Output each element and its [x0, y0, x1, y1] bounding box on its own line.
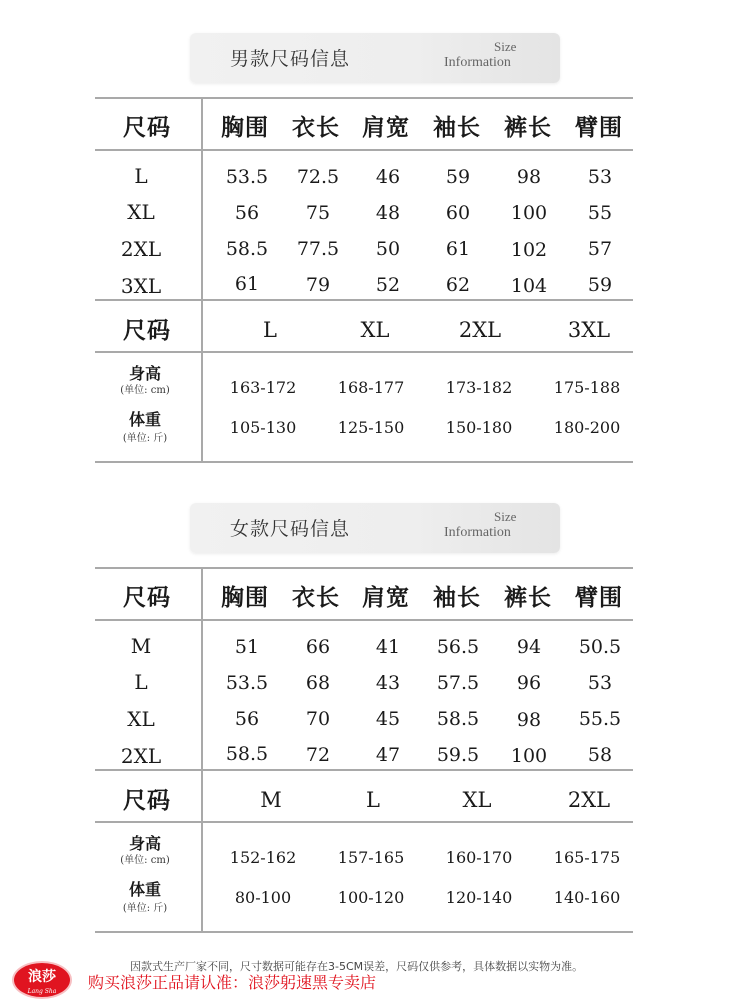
fit-size: M: [260, 788, 282, 812]
table-cell: 75: [305, 202, 331, 224]
row-size: L: [134, 164, 148, 188]
height-unit: (单位: cm): [120, 385, 170, 396]
table-cell: 72: [305, 744, 331, 766]
height-range: 152-162: [229, 848, 297, 867]
table-cell: 53.5: [225, 166, 269, 188]
weight-unit: (单位: 斤): [122, 433, 168, 444]
divider: [95, 97, 633, 99]
height-label: 身高: [128, 364, 162, 383]
table-cell: 62: [445, 274, 471, 296]
weight-range: 140-160: [553, 888, 621, 907]
men-header-size: Size: [494, 39, 517, 54]
column-header-length: 衣长: [292, 584, 340, 611]
divider: [95, 149, 633, 151]
divider: [95, 461, 633, 463]
fit-size: 3XL: [567, 318, 611, 342]
weight-label: 体重: [128, 880, 162, 899]
row-size: XL: [127, 707, 155, 731]
table-cell: 41: [375, 636, 401, 658]
weight-range: 105-130: [229, 418, 297, 437]
table-cell: 56: [234, 708, 260, 730]
height-range: 168-177: [337, 378, 405, 397]
size-column-header: 尺码: [123, 114, 171, 141]
height-range: 175-188: [553, 378, 621, 397]
table-cell: 45: [375, 708, 401, 730]
fit-size: XL: [462, 788, 492, 812]
brand-logo-subtext: Lang Sha: [27, 988, 57, 995]
weight-range: 180-200: [553, 418, 621, 437]
height-range: 165-175: [553, 848, 621, 867]
table-cell: 58.5: [225, 238, 269, 260]
table-cell: 59: [587, 274, 613, 296]
table-cell: 58: [587, 744, 613, 766]
row-size: XL: [127, 200, 155, 224]
height-range: 160-170: [445, 848, 513, 867]
fit-size: 2XL: [458, 318, 502, 342]
women-header-title: 女款尺码信息: [230, 518, 351, 540]
divider: [95, 769, 633, 771]
women-header-information: Information: [444, 525, 511, 540]
divider: [95, 567, 633, 569]
men-section-header: [190, 33, 560, 83]
fit-size: L: [263, 318, 277, 342]
table-cell: 66: [305, 636, 331, 658]
table-cell: 50: [375, 238, 401, 260]
table-cell: 94: [516, 636, 542, 658]
row-size: 2XL: [120, 237, 162, 261]
table-cell: 52: [375, 274, 401, 296]
table-cell: 60: [445, 202, 471, 224]
table-cell: 61: [445, 238, 471, 260]
height-range: 163-172: [229, 378, 297, 397]
column-header-sleeve: 袖长: [433, 584, 481, 611]
column-header-shoulder: 肩宽: [362, 114, 410, 141]
table-cell: 72.5: [296, 166, 340, 188]
table-cell: 58.5: [436, 708, 480, 730]
table-cell: 43: [375, 672, 401, 694]
column-header-pants: 裤长: [504, 584, 552, 611]
table-cell: 51: [234, 636, 260, 658]
brand-logo: [14, 963, 70, 997]
height-range: 157-165: [337, 848, 405, 867]
height-unit: (单位: cm): [120, 855, 170, 866]
table-cell: 96: [516, 672, 542, 694]
table-cell: 98: [516, 166, 542, 188]
table-cell: 70: [305, 708, 331, 730]
table-cell: 100: [510, 745, 548, 767]
fit-size-label: 尺码: [123, 787, 171, 814]
fit-size: XL: [360, 318, 390, 342]
weight-range: 100-120: [337, 888, 405, 907]
table-cell: 57.5: [436, 672, 480, 694]
fit-size-label: 尺码: [123, 317, 171, 344]
table-cell: 58.5: [225, 743, 269, 765]
row-size: L: [134, 670, 148, 694]
height-label: 身高: [128, 834, 162, 853]
men-header-information: Information: [444, 55, 511, 70]
divider: [95, 299, 633, 301]
weight-range: 150-180: [445, 418, 513, 437]
table-cell: 56.5: [436, 636, 480, 658]
weight-unit: (单位: 斤): [122, 903, 168, 914]
disclaimer-note: 因款式生产厂家不同，尺寸数据可能存在3-5CM误差，尺码仅供参考，具体数据以实物为准。: [130, 960, 584, 973]
women-header-size: Size: [494, 509, 517, 524]
fit-size: 2XL: [567, 788, 611, 812]
column-header-shoulder: 肩宽: [362, 584, 410, 611]
divider: [95, 821, 633, 823]
table-cell: 59.5: [436, 744, 480, 766]
row-size: M: [130, 634, 152, 658]
table-cell: 55: [587, 202, 613, 224]
table-cell: 53.5: [225, 672, 269, 694]
table-cell: 104: [510, 275, 548, 297]
height-range: 173-182: [445, 378, 513, 397]
column-header-length: 衣长: [292, 114, 340, 141]
brand-logo-text: 浪莎: [28, 969, 56, 985]
divider: [95, 351, 633, 353]
column-divider: [201, 97, 203, 461]
men-header-title: 男款尺码信息: [230, 48, 351, 70]
women-section-header: [190, 503, 560, 553]
column-divider: [201, 567, 203, 931]
table-cell: 53: [587, 672, 613, 694]
divider: [95, 619, 633, 621]
table-cell: 57: [587, 238, 613, 260]
weight-range: 80-100: [234, 888, 292, 907]
size-column-header: 尺码: [123, 584, 171, 611]
column-header-pants: 裤长: [504, 114, 552, 141]
table-cell: 100: [510, 202, 548, 224]
table-cell: 77.5: [296, 238, 340, 260]
row-size: 2XL: [120, 744, 162, 768]
weight-range: 125-150: [337, 418, 405, 437]
table-cell: 102: [510, 239, 548, 261]
table-cell: 61: [234, 273, 260, 295]
table-cell: 98: [516, 709, 542, 731]
column-header-arm: 臂围: [575, 114, 623, 141]
column-header-chest: 胸围: [221, 584, 269, 611]
divider: [95, 931, 633, 933]
fit-size: L: [366, 788, 380, 812]
table-cell: 55.5: [578, 708, 622, 730]
column-header-sleeve: 袖长: [433, 114, 481, 141]
table-cell: 56: [234, 202, 260, 224]
table-cell: 59: [445, 166, 471, 188]
table-cell: 53: [587, 166, 613, 188]
table-cell: 79: [305, 274, 331, 296]
table-cell: 68: [305, 672, 331, 694]
table-cell: 50.5: [578, 636, 622, 658]
table-cell: 47: [375, 744, 401, 766]
weight-label: 体重: [128, 410, 162, 429]
column-header-arm: 臂围: [575, 584, 623, 611]
row-size: 3XL: [120, 274, 162, 298]
table-cell: 46: [375, 166, 401, 188]
table-cell: 48: [375, 202, 401, 224]
weight-range: 120-140: [445, 888, 513, 907]
store-promo-text: 购买浪莎正品请认准：浪莎躬速黑专卖店: [88, 973, 377, 992]
column-header-chest: 胸围: [221, 114, 269, 141]
